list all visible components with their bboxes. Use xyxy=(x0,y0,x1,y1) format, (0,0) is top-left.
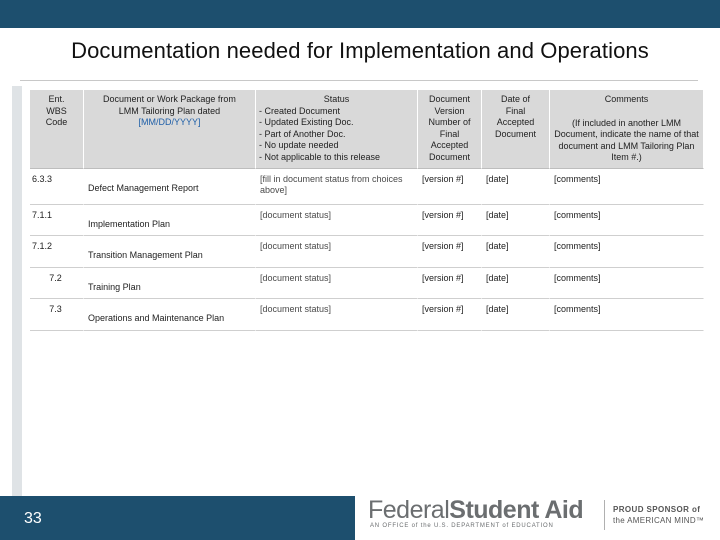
header-document-package xyxy=(84,90,256,169)
table-row xyxy=(30,268,704,300)
row-wbs-code: 7.2 xyxy=(30,268,84,300)
row-status: [document status] xyxy=(256,205,418,237)
logo-word-federal: Federal xyxy=(368,496,450,524)
logo-tagline: AN OFFICE of the U.S. DEPARTMENT of EDUCATION xyxy=(370,523,554,529)
status-option: - No update needed xyxy=(259,140,339,150)
row-document-name: Defect Management Report xyxy=(84,169,256,205)
header-version xyxy=(418,90,482,169)
status-option: - Updated Existing Doc. xyxy=(259,117,354,127)
row-date: [date] xyxy=(482,268,550,300)
status-option: - Not applicable to this release xyxy=(259,151,381,162)
table-row xyxy=(30,236,704,268)
header-package-line: Document or Work Package from xyxy=(103,94,236,104)
header-comments-note: (If included in another LMM Document, indicate the name of that document and LMM Tailoring Plan Item #.) xyxy=(554,117,699,162)
row-status: [document status] xyxy=(256,268,418,300)
row-comments: [comments] xyxy=(550,236,704,268)
table-header-row xyxy=(30,90,704,169)
header-package-line: LMM Tailoring Plan dated xyxy=(118,105,221,116)
row-status: [document status] xyxy=(256,299,418,331)
header-comments xyxy=(550,90,704,169)
documentation-table xyxy=(30,90,704,331)
logo-word-student-aid: Student Aid xyxy=(449,496,584,524)
header-date xyxy=(482,90,550,169)
page-number-panel xyxy=(0,496,355,540)
table-row xyxy=(30,299,704,331)
header-version-line: Version xyxy=(434,105,465,116)
sponsor-line-2: the AMERICAN MIND™ xyxy=(613,516,705,525)
row-document-name: Implementation Plan xyxy=(84,205,256,237)
page-title: Documentation needed for Implementation and Operations xyxy=(71,38,649,63)
header-wbs-line: Code xyxy=(45,117,68,127)
header-version-line: Number of xyxy=(428,117,471,127)
row-version: [version #] xyxy=(418,169,482,205)
page-number: 33 xyxy=(24,510,42,527)
footer-divider xyxy=(604,500,605,530)
row-document-name: Training Plan xyxy=(84,268,256,300)
row-version: [version #] xyxy=(418,268,482,300)
left-accent-stripe xyxy=(12,86,22,496)
header-version-line: Document xyxy=(428,94,471,104)
row-wbs-code: 6.3.3 xyxy=(30,169,84,205)
header-status-title: Status xyxy=(323,94,350,104)
header-date-line: Accepted xyxy=(496,117,535,127)
row-comments: [comments] xyxy=(550,268,704,300)
status-option: - Created Document xyxy=(259,105,341,116)
header-wbs-line: WBS xyxy=(46,105,67,116)
header-date-line: Date of xyxy=(500,94,531,104)
row-status: [document status] xyxy=(256,236,418,268)
row-date: [date] xyxy=(482,169,550,205)
row-document-name: Operations and Maintenance Plan xyxy=(84,299,256,331)
header-wbs-code xyxy=(30,90,84,169)
row-wbs-code: 7.3 xyxy=(30,299,84,331)
federal-student-aid-logo xyxy=(368,496,583,525)
row-version: [version #] xyxy=(418,299,482,331)
row-version: [version #] xyxy=(418,236,482,268)
header-date-line: Final xyxy=(505,105,526,116)
header-status xyxy=(256,90,418,169)
row-comments: [comments] xyxy=(550,299,704,331)
row-date: [date] xyxy=(482,299,550,331)
row-date: [date] xyxy=(482,236,550,268)
row-version: [version #] xyxy=(418,205,482,237)
header-version-line: Final xyxy=(439,128,460,139)
table-row xyxy=(30,169,704,205)
table-row xyxy=(30,205,704,237)
header-date-line: Document xyxy=(494,128,537,139)
status-option: - Part of Another Doc. xyxy=(259,128,346,139)
sponsor-line-1: PROUD SPONSOR of xyxy=(613,505,701,514)
row-date: [date] xyxy=(482,205,550,237)
row-document-name: Transition Management Plan xyxy=(84,236,256,268)
header-wbs-line: Ent. xyxy=(48,94,65,104)
top-banner xyxy=(0,0,720,28)
header-version-line: Accepted xyxy=(430,140,469,150)
header-version-line: Document xyxy=(428,151,471,162)
row-status: [fill in document status from choices above] xyxy=(256,169,418,205)
row-wbs-code: 7.1.1 xyxy=(30,205,84,237)
title-divider xyxy=(20,80,698,81)
row-wbs-code: 7.1.2 xyxy=(30,236,84,268)
header-comments-title: Comments xyxy=(604,94,649,104)
header-package-date: [MM/DD/YYYY] xyxy=(138,117,201,127)
row-comments: [comments] xyxy=(550,169,704,205)
row-comments: [comments] xyxy=(550,205,704,237)
